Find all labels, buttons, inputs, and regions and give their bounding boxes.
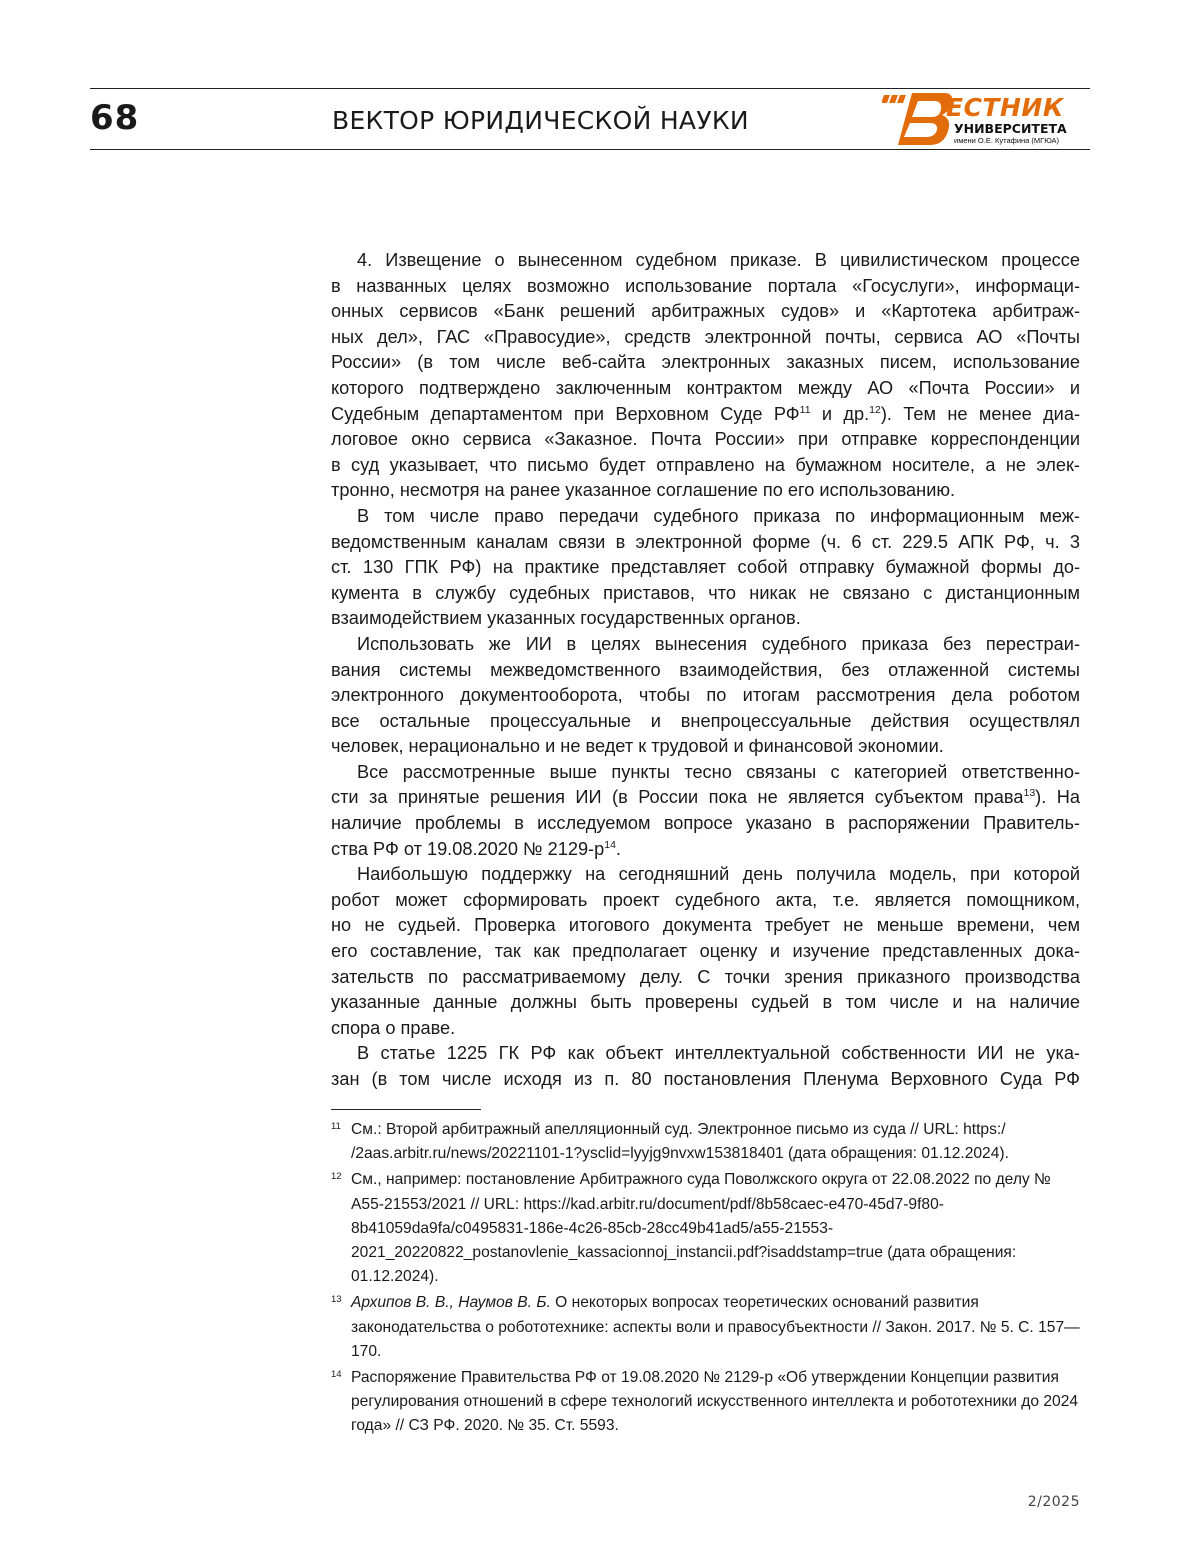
text-line: ных дел», ГАС «Правосудие», средств электронной почты, сервиса АО «Почты (331, 325, 1080, 351)
footnote-text: Распоряжение Правительства РФ от 19.08.2020 № 2129-р «Об утверждении Концепции развития регулирования отношений в сфере технологий искусственного интеллекта и робототехники до 2024 года» // СЗ РФ. 2020. № 35. Ст. 5593. (351, 1369, 1078, 1434)
journal-section-title: ВЕКТОР ЮРИДИЧЕСКОЙ НАУКИ (332, 106, 749, 135)
text-line: которого подтверждено заключенным контрактом между АО «Почта России» и (331, 376, 1080, 402)
text-line: все остальные процессуальные и внепроцессуальные действия осуществлял (331, 709, 1080, 735)
footnote-ref: 12 (869, 404, 881, 416)
journal-logo (882, 91, 1082, 147)
footnote-number: 14 (331, 1366, 342, 1383)
text-line: России» (в том числе веб-сайта электронных заказных писем, использование (331, 350, 1080, 376)
logo-subtitle: имени О.Е. Кутафина (МГЮА) (954, 136, 1059, 145)
issue-number: 2/2025 (1004, 1494, 1080, 1510)
text-line: зан (в том числе исходя из п. 80 постановления Пленума Верховного Суда РФ (331, 1067, 1080, 1093)
footnote-number: 11 (331, 1118, 341, 1135)
footnote-ref: 11 (800, 404, 811, 416)
footnote-text: См., например: постановление Арбитражного суда Поволжского округа от 22.08.2022 по делу № А55-21553/2021 // URL: https://kad.arbitr.ru/document/pdf/8b58caec-e470-45d7-9f80-8b41059da9fa/c0495831-186e-4c26-85cb-28cc49b41ad5/a55-21553-2021_20220822_postanovlenie_kassacionnoj_instancii.pdf?isaddstamp=true (дата обращения: 01.12.2024). (351, 1171, 1051, 1285)
logo-university: УНИВЕРСИТЕТА (954, 121, 1067, 136)
footnote-ref: 14 (604, 839, 616, 851)
footnote-text: О некоторых вопросах теоретических оснований развития законодательства о робототехнике: аспекты воли и правосубъектности // Закон. 2017. № 5. С. 157—170. (351, 1294, 1080, 1359)
text-line: электронного документооборота, чтобы по итогам рассмотрения дела роботом (331, 683, 1080, 709)
footnote (331, 1291, 1080, 1364)
text-line: наличие проблемы в исследуемом вопросе указано в распоряжении Правитель- (331, 811, 1080, 837)
text-line: в названных целях возможно использование портала «Госуслуги», информаци- (331, 274, 1080, 300)
text-segment: ства РФ от 19.08.2020 № 2129-р (331, 839, 604, 859)
text-line: ст. 130 ГПК РФ) на практике представляет собой отправку бумажной формы до- (331, 555, 1080, 581)
text-line: логовое окно сервиса «Заказное. Почта России» при отправке корреспонденции (331, 427, 1080, 453)
text-segment: и др. (811, 404, 870, 424)
text-line: кумента в службу судебных приставов, что никак не связано с дистанционным (331, 581, 1080, 607)
text-line (331, 837, 1080, 863)
logo-word: ЕСТНИК (946, 93, 1064, 122)
text-line: указанные данные должны быть проверены судьей в том числе и на наличие (331, 990, 1080, 1016)
text-line: но не судьей. Проверка итогового документа требует не меньше времени, чем (331, 913, 1080, 939)
page-number: 68 (90, 98, 139, 138)
text-segment: . (616, 839, 621, 859)
text-line (331, 785, 1080, 811)
text-segment: сти за принятые решения ИИ (в России пока не является субъектом права (331, 787, 1023, 807)
footnote-authors: Архипов В. В., Наумов В. Б. (351, 1294, 551, 1311)
text-line: 4. Извещение о вынесенном судебном приказе. В цивилистическом процессе (331, 248, 1080, 274)
text-line: ведомственным каналам связи в электронной форме (ч. 6 ст. 229.5 АПК РФ, ч. 3 (331, 530, 1080, 556)
text-segment: ). На (1035, 787, 1080, 807)
article-body (331, 248, 1080, 1093)
text-line: в суд указывает, что письмо будет отправлено на бумажном носителе, а не элек- (331, 453, 1080, 479)
footnote (331, 1118, 1080, 1166)
page-header (90, 88, 1090, 152)
text-line: онных сервисов «Банк решений арбитражных судов» и «Картотека арбитраж- (331, 299, 1080, 325)
footnote-number: 13 (331, 1291, 342, 1308)
footnote (331, 1168, 1080, 1289)
footnote-ref: 13 (1023, 787, 1035, 799)
text-line: вания системы межведомственного взаимодействия, без отлаженной системы (331, 658, 1080, 684)
text-line: Все рассмотренные выше пункты тесно связаны с категорией ответственно- (331, 760, 1080, 786)
text-segment: Судебным департаментом при Верховном Суде РФ (331, 404, 800, 424)
header-bottom-rule (90, 149, 1090, 150)
text-line: Наибольшую поддержку на сегодняшний день получила модель, при которой (331, 862, 1080, 888)
text-line: В том числе право передачи судебного приказа по информационным меж- (331, 504, 1080, 530)
text-line: зательств по рассматриваемому делу. С точки зрения приказного производства (331, 965, 1080, 991)
footnote-text: См.: Второй арбитражный апелляционный суд. Электронное письмо из суда // URL: https:/ /2aas.arbitr.ru/news/20221101-1?ysclid=lyyjg9nvxw153818401 (дата обращения: 01.12.2024). (351, 1121, 1009, 1162)
text-segment: ). Тем не менее диа- (881, 404, 1080, 424)
logo-v-emblem-icon (882, 91, 954, 149)
text-line: взаимодействием указанных государственных органов. (331, 606, 1080, 632)
text-line: робот может сформировать проект судебного акта, т.е. является помощником, (331, 888, 1080, 914)
header-top-rule (90, 88, 1090, 89)
text-line: его составление, так как предполагает оценку и изучение представленных дока- (331, 939, 1080, 965)
text-line: В статье 1225 ГК РФ как объект интеллектуальной собственности ИИ не ука- (331, 1041, 1080, 1067)
text-line: спора о праве. (331, 1016, 1080, 1042)
text-line (331, 402, 1080, 428)
text-line: человек, нерационально и не ведет к трудовой и финансовой экономии. (331, 734, 1080, 760)
text-line: Использовать же ИИ в целях вынесения судебного приказа без перестраи- (331, 632, 1080, 658)
footnote (331, 1366, 1080, 1439)
footnote-separator (331, 1109, 481, 1110)
footnote-number: 12 (331, 1168, 342, 1185)
text-line: тронно, несмотря на ранее указанное соглашение по его использованию. (331, 478, 1080, 504)
footnotes (331, 1118, 1080, 1441)
